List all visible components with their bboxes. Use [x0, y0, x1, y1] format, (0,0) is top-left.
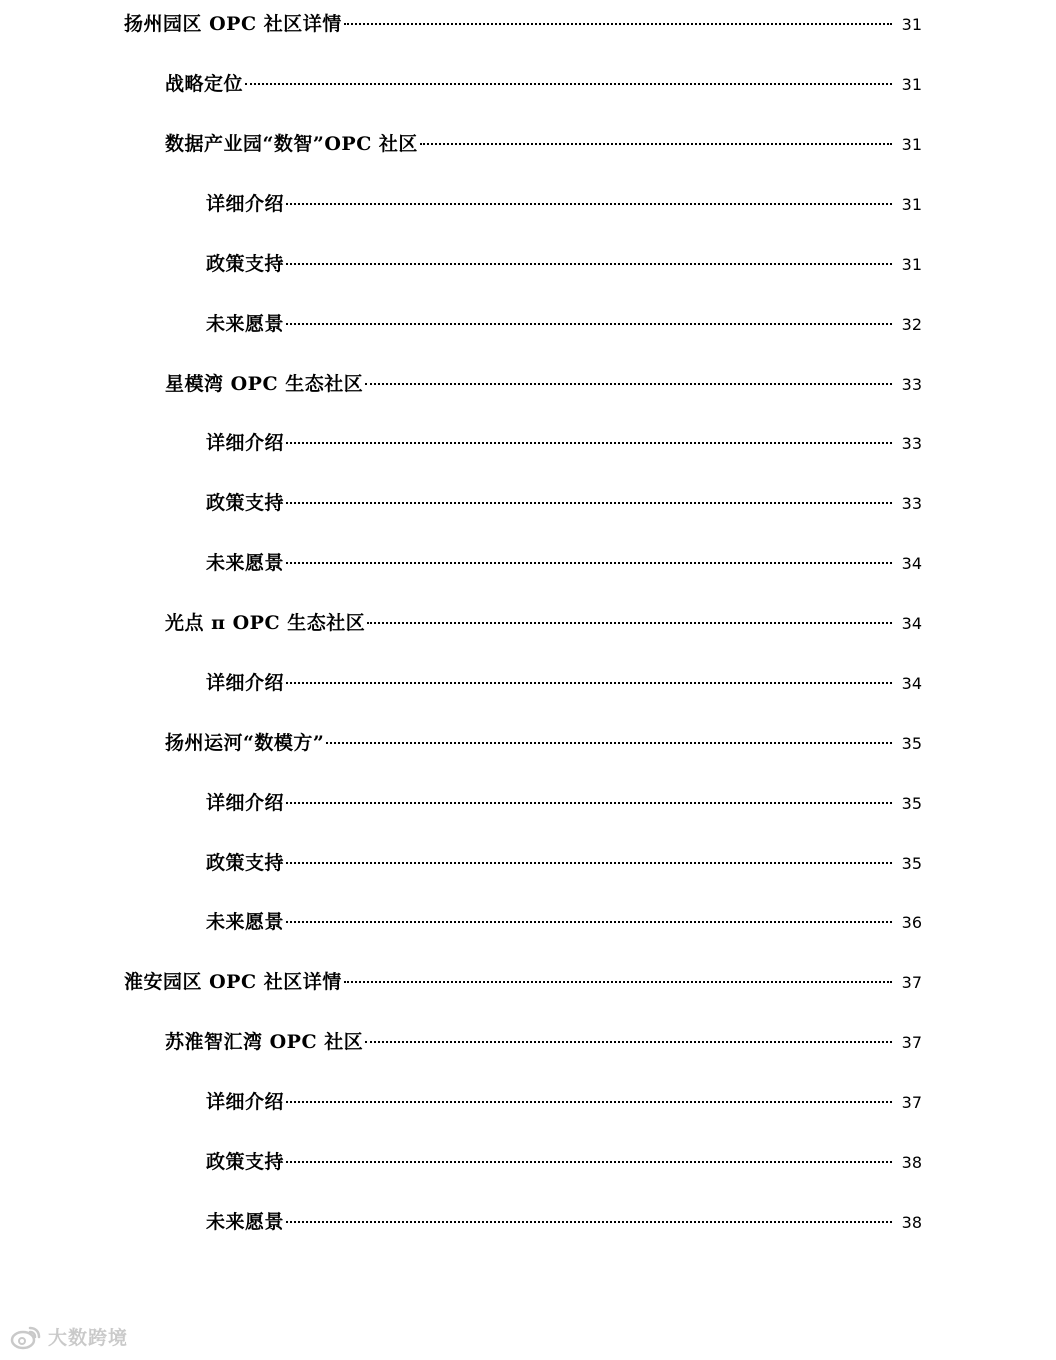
toc-entry[interactable]: [206, 1087, 922, 1117]
toc-leader-dots: [286, 1221, 892, 1223]
toc-entry-title: 星模湾 OPC 生态社区: [165, 373, 364, 395]
toc-entry-title: 详细介绍: [206, 1091, 285, 1113]
watermark-text: 大数跨境: [48, 1327, 129, 1349]
toc-leader-dots: [286, 682, 892, 684]
toc-leader-dots: [286, 442, 892, 444]
toc-entry-title: 扬州运河“数模方”: [165, 732, 325, 754]
toc-entry-title: 苏淮智汇湾 OPC 社区: [165, 1031, 364, 1053]
toc-entry[interactable]: [206, 1207, 922, 1237]
toc-entry[interactable]: [206, 189, 922, 219]
toc-entry[interactable]: [124, 967, 922, 997]
toc-leader-dots: [367, 622, 892, 624]
toc-entry-title: 战略定位: [165, 73, 244, 95]
toc-entry-page: 33: [901, 434, 922, 453]
toc-entry-page: 31: [901, 255, 922, 274]
toc-entry[interactable]: [165, 608, 922, 638]
toc-entry-page: 38: [901, 1213, 922, 1232]
toc-leader-dots: [344, 981, 892, 983]
toc-entry-title: 未来愿景: [206, 313, 285, 335]
toc-entry[interactable]: [206, 249, 922, 279]
toc-entry-page: 33: [901, 494, 922, 513]
toc-entry[interactable]: [206, 1147, 922, 1177]
toc-entry[interactable]: [206, 488, 922, 518]
toc-entry[interactable]: [206, 848, 922, 878]
toc-leader-dots: [286, 562, 892, 564]
toc-entry-page: 32: [901, 315, 922, 334]
toc-leader-dots: [286, 1101, 892, 1103]
toc-leader-dots: [286, 921, 892, 923]
toc-entry-title: 淮安园区 OPC 社区详情: [124, 971, 342, 993]
toc-leader-dots: [365, 1041, 892, 1043]
toc-entry-title: 未来愿景: [206, 911, 285, 933]
toc-entry-title: 政策支持: [206, 1151, 285, 1173]
toc-entry-title: 数据产业园“数智”OPC 社区: [165, 133, 418, 155]
toc-entry[interactable]: [165, 129, 922, 159]
toc-entry-title: 详细介绍: [206, 193, 285, 215]
toc-entry[interactable]: [165, 1027, 922, 1057]
toc-entry-page: 34: [901, 614, 922, 633]
weibo-logo-icon: [10, 1324, 42, 1350]
toc-entry[interactable]: [206, 548, 922, 578]
toc-entry-page: 31: [901, 15, 922, 34]
toc-entry-title: 详细介绍: [206, 792, 285, 814]
toc-leader-dots: [286, 802, 892, 804]
toc-entry-page: 36: [901, 913, 922, 932]
toc-leader-dots: [286, 862, 892, 864]
toc-entry-page: 31: [901, 75, 922, 94]
toc-leader-dots: [286, 1161, 892, 1163]
toc-entry-title: 详细介绍: [206, 672, 285, 694]
toc-leader-dots: [286, 502, 892, 504]
watermark: [10, 1323, 128, 1350]
toc-entry-title: 政策支持: [206, 492, 285, 514]
toc-leader-dots: [344, 23, 892, 25]
toc-entry[interactable]: [206, 668, 922, 698]
toc-entry[interactable]: [165, 728, 922, 758]
toc-leader-dots: [420, 143, 892, 145]
toc-entry[interactable]: [206, 309, 922, 339]
toc-entry-page: 34: [901, 674, 922, 693]
toc-entry-page: 37: [901, 973, 922, 992]
toc-entry-page: 31: [901, 135, 922, 154]
toc-entry-title: 政策支持: [206, 253, 285, 275]
toc-entry[interactable]: [165, 369, 922, 399]
toc-entry-page: 37: [901, 1093, 922, 1112]
toc-entry[interactable]: [206, 907, 922, 937]
toc-leader-dots: [245, 83, 892, 85]
toc-leader-dots: [286, 323, 892, 325]
toc-entry[interactable]: [206, 788, 922, 818]
toc-leader-dots: [286, 263, 892, 265]
toc-leader-dots: [365, 383, 892, 385]
toc-entry-title: 未来愿景: [206, 1211, 285, 1233]
toc-entry[interactable]: [124, 9, 922, 39]
toc-entry-title: 政策支持: [206, 852, 285, 874]
toc-leader-dots: [286, 203, 892, 205]
toc-entry-page: 35: [901, 794, 922, 813]
toc-entry-title: 未来愿景: [206, 552, 285, 574]
toc-entry-page: 33: [901, 375, 922, 394]
toc-entry-title: 光点 π OPC 生态社区: [165, 612, 366, 634]
toc-entry-page: 35: [901, 734, 922, 753]
toc-entry-page: 31: [901, 195, 922, 214]
toc-entry-page: 38: [901, 1153, 922, 1172]
toc-entry-page: 37: [901, 1033, 922, 1052]
toc-leader-dots: [326, 742, 892, 744]
toc-entry[interactable]: [165, 69, 922, 99]
toc-entry-page: 34: [901, 554, 922, 573]
toc-entry-page: 35: [901, 854, 922, 873]
toc-entry-title: 扬州园区 OPC 社区详情: [124, 13, 342, 35]
toc-entry-title: 详细介绍: [206, 432, 285, 454]
toc-entry[interactable]: [206, 428, 922, 458]
